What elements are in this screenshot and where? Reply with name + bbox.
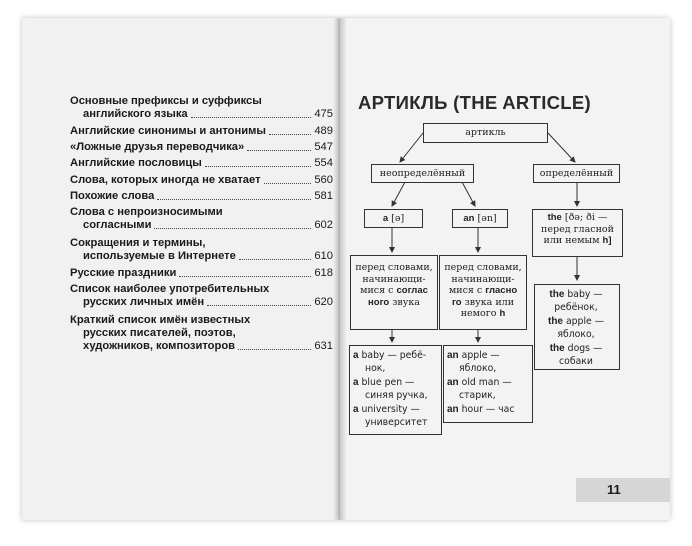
toc-entry-title: Краткий список имён известных (70, 314, 251, 326)
toc-page-number: 602 (314, 219, 333, 231)
example-text: baby — (564, 289, 603, 300)
an-rule-line: немого (460, 308, 497, 319)
toc-page-number: 610 (314, 250, 333, 262)
example-text: старик, (459, 390, 496, 402)
toc-page-number: 618 (314, 267, 333, 279)
toc-page-number: 631 (314, 340, 333, 352)
example-text: — час (482, 403, 515, 415)
toc-entry-title: Английские синонимы и антонимы (70, 125, 266, 137)
toc-page-number: 620 (314, 296, 333, 308)
toc-entry-title: используемые в Интернете (83, 250, 236, 262)
arrow-indefinite-to-an (462, 182, 475, 206)
the-form-box (532, 209, 623, 257)
example-article: a (353, 403, 359, 415)
example-text: университет (365, 417, 428, 429)
an-rule-h: h (499, 308, 506, 319)
an-rule-emphasis: гласно (485, 285, 518, 296)
an-rule-box (439, 255, 527, 330)
an-rule-line: мися с (448, 285, 486, 296)
example-text: baby — ребё- (358, 350, 427, 361)
the-rule-h: h] (602, 235, 612, 246)
toc-page-number: 581 (314, 190, 333, 202)
example-article: an (447, 403, 459, 415)
toc-entry-title: Слова, которых иногда не хватает (70, 174, 261, 186)
toc-entry-title: русских личных имён (83, 296, 205, 308)
example-text: синяя ручка, (365, 390, 428, 402)
the-rule-line: или немым (543, 235, 600, 246)
toc-entry-title: художников, композиторов (83, 340, 236, 352)
example-article: a (353, 376, 359, 388)
toc-entry-title: Английские пословицы (70, 157, 202, 169)
toc-entry-title: Сокращения и термины, (70, 237, 206, 249)
example-text: hour (458, 403, 483, 415)
the-rule-line: перед гласной (541, 223, 614, 235)
example-article: the (547, 315, 563, 327)
example-text: university — (358, 403, 420, 415)
page-number: 11 (607, 482, 621, 497)
example-text: old man — (458, 376, 512, 388)
example-text: apple — (458, 350, 500, 361)
an-rule-line: перед словами, (444, 262, 522, 273)
an-rule-line: звука или (461, 296, 515, 308)
a-rule-box (350, 255, 438, 330)
example-text: ребёнок, (554, 302, 598, 314)
example-article: a (353, 350, 359, 361)
a-examples-box (349, 345, 442, 435)
a-pronunciation: [ə] (391, 213, 405, 224)
an-form-box (452, 209, 508, 228)
indefinite-node-label: неопределённый (379, 168, 466, 179)
example-text: blue pen — (358, 376, 415, 388)
example-article: the (549, 342, 565, 354)
arrow-root-to-definite (548, 133, 575, 162)
a-rule-emphasis: соглас (396, 285, 428, 296)
example-text: apple — (562, 315, 604, 327)
toc-page-number: 475 (314, 108, 333, 120)
a-rule-line: начинающи- (362, 273, 426, 285)
an-pronunciation: [ən] (477, 213, 497, 224)
toc-entry-title: Список наиболее употребительных (70, 283, 270, 295)
toc-entry-title: английского языка (83, 108, 188, 120)
the-rule-line: [ðə; ði — (564, 212, 608, 223)
root-node-label: артикль (465, 127, 506, 138)
a-rule-line: звука (389, 296, 420, 308)
a-rule-line: перед словами, (355, 262, 433, 273)
toc-page-number: 554 (314, 157, 333, 169)
toc-entry-title: Русские праздники (70, 267, 177, 279)
an-form-word: an (463, 213, 475, 224)
a-form-box (364, 209, 423, 228)
toc-entry-title: согласными (83, 219, 152, 231)
a-form-word: a (382, 213, 389, 224)
example-article: the (549, 289, 565, 300)
page-number-band (576, 478, 670, 502)
toc-entry-title: «Ложные друзья переводчика» (70, 141, 245, 153)
toc-entry-title: Слова с непроизносимыми (70, 206, 223, 218)
example-article: an (447, 376, 459, 388)
toc-entry-title: Основные префиксы и суффиксы (70, 95, 262, 107)
an-examples-box (443, 345, 533, 423)
toc-entry-title: Похожие слова (70, 190, 155, 202)
definite-node-box (533, 164, 620, 183)
example-article: an (447, 350, 459, 361)
example-text: яблоко, (557, 329, 595, 341)
an-rule-emphasis: го (451, 296, 462, 308)
the-form-word: the (547, 212, 562, 223)
example-text: яблоко, (459, 363, 497, 375)
toc-entry-title: русских писателей, поэтов, (83, 327, 236, 339)
a-rule-emphasis: ного (368, 296, 390, 308)
toc-page-number: 560 (314, 174, 333, 186)
the-examples-box (534, 284, 620, 370)
a-rule-line: мися с (360, 285, 397, 296)
arrow-root-to-indefinite (400, 133, 423, 162)
root-node-box (423, 123, 548, 143)
toc-page-number: 547 (314, 141, 333, 153)
indefinite-node-box (371, 164, 474, 183)
an-rule-line: начинающи- (451, 273, 515, 285)
page-title: АРТИКЛЬ (THE ARTICLE) (358, 92, 591, 113)
example-text: нок, (365, 363, 386, 375)
example-text: собаки (559, 356, 593, 368)
definite-node-label: определённый (539, 168, 614, 179)
toc-page-number: 489 (314, 125, 333, 137)
example-text: dogs — (564, 342, 603, 354)
arrow-indefinite-to-a (392, 182, 405, 206)
